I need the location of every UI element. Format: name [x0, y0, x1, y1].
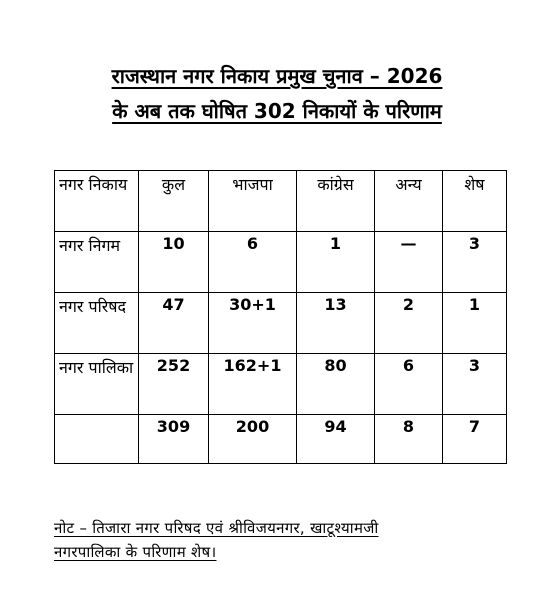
- table-row: [55, 232, 507, 293]
- cell-remaining: 1: [443, 293, 507, 354]
- table-header-row: [55, 171, 507, 232]
- row-label: नगर पालिका: [55, 354, 139, 415]
- cell-total: 47: [139, 293, 209, 354]
- cell-others: 8: [375, 415, 443, 464]
- cell-remaining: 3: [443, 232, 507, 293]
- cell-congress: 94: [297, 415, 375, 464]
- cell-congress: 80: [297, 354, 375, 415]
- footnote-line: नोट – तिजारा नगर परिषद एवं श्रीविजयनगर, खाटूश्यामजी: [54, 519, 379, 537]
- cell-others: —: [375, 232, 443, 293]
- row-label: नगर निगम: [55, 232, 139, 293]
- header-remaining: शेष: [443, 171, 507, 232]
- cell-total: 309: [139, 415, 209, 464]
- cell-congress: 1: [297, 232, 375, 293]
- cell-bjp: 30+1: [209, 293, 297, 354]
- header-congress: कांग्रेस: [297, 171, 375, 232]
- table-row: [55, 293, 507, 354]
- cell-bjp: 200: [209, 415, 297, 464]
- row-label: नगर परिषद: [55, 293, 139, 354]
- cell-others: 6: [375, 354, 443, 415]
- cell-remaining: 3: [443, 354, 507, 415]
- cell-congress: 13: [297, 293, 375, 354]
- page-subtitle: के अब तक घोषित 302 निकायों के परिणाम: [112, 99, 442, 123]
- cell-total: 10: [139, 232, 209, 293]
- cell-bjp: 162+1: [209, 354, 297, 415]
- cell-total: 252: [139, 354, 209, 415]
- results-table: [54, 170, 507, 464]
- header-body: नगर निकाय: [55, 171, 139, 232]
- header-bjp: भाजपा: [209, 171, 297, 232]
- header-total: कुल: [139, 171, 209, 232]
- cell-remaining: 7: [443, 415, 507, 464]
- table-total-row: [55, 415, 507, 464]
- page-title: राजस्थान नगर निकाय प्रमुख चुनाव – 2026: [111, 64, 443, 88]
- row-label: [55, 415, 139, 464]
- footnote: [54, 516, 506, 564]
- table-row: [55, 354, 507, 415]
- cell-others: 2: [375, 293, 443, 354]
- footnote-line: नगरपालिका के परिणाम शेष।: [54, 543, 217, 561]
- cell-bjp: 6: [209, 232, 297, 293]
- header-others: अन्य: [375, 171, 443, 232]
